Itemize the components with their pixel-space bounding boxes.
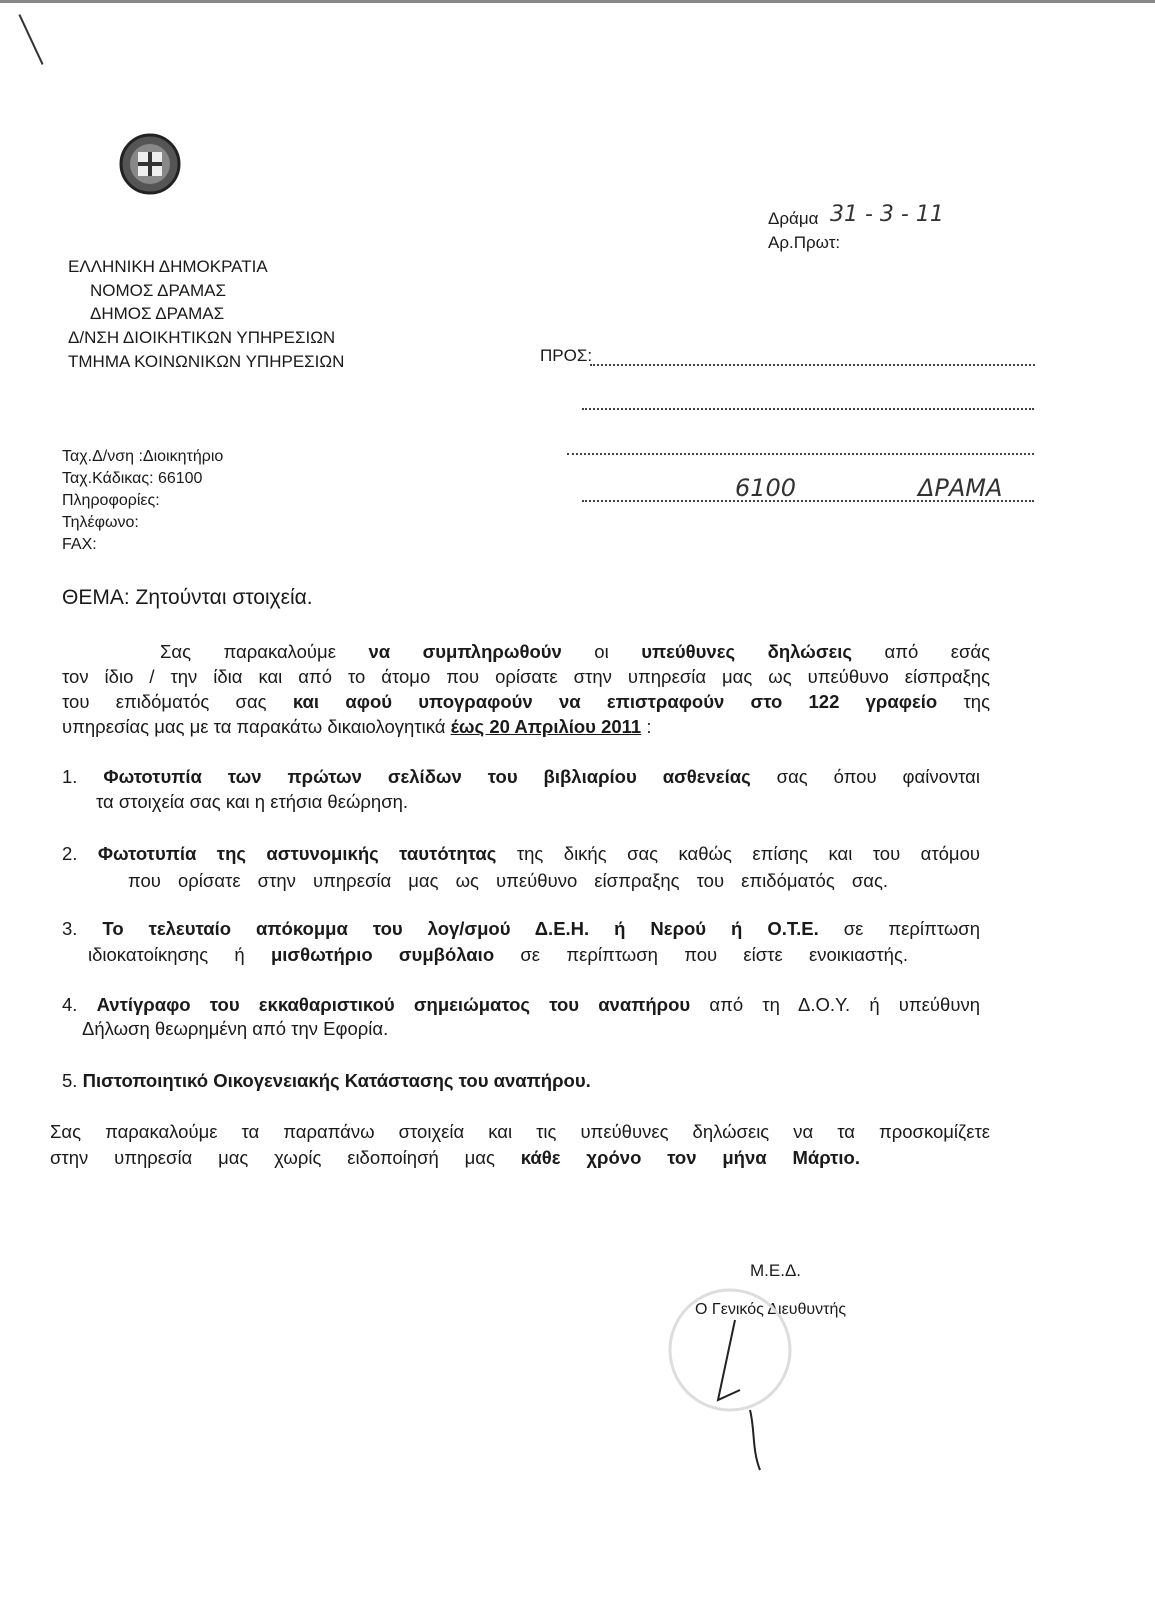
text: της — [937, 691, 990, 712]
recipient-line — [582, 408, 1034, 410]
bold-text: κάθε χρόνο τον μήνα Μάρτιο. — [520, 1147, 860, 1168]
signature-title: Ο Γενικός Διευθυντής — [695, 1301, 847, 1318]
list-item-line — [128, 870, 888, 892]
date-label: Δράμα — [768, 209, 819, 228]
recipient-line — [567, 453, 1034, 455]
list-item-line — [82, 1018, 582, 1040]
contact-postcode: Ταχ.Κάδικας: 66100 — [62, 470, 203, 487]
list-item-line — [62, 1070, 762, 1092]
header-line: ΕΛΛΗΝΙΚΗ ΔΗΜΟΚΡΑΤΙΑ — [68, 257, 268, 276]
bold-text: Το τελευταίο απόκομμα του λογ/σμού Δ.Ε.Η. ή Νερού ή Ο.Τ.Ε. — [102, 918, 819, 939]
closing-line — [50, 1147, 860, 1169]
header-line: ΝΟΜΟΣ ΔΡΑΜΑΣ — [90, 281, 226, 300]
bold-text: να συμπληρωθούν — [368, 641, 562, 662]
contact-info: Πληροφορίες: — [62, 492, 160, 509]
recipient-label: ΠΡΟΣ: — [540, 346, 593, 365]
header-line: ΔΗΜΟΣ ΔΡΑΜΑΣ — [90, 304, 225, 323]
text: 5. — [62, 1070, 83, 1091]
bold-text: υπεύθυνες δηλώσεις — [641, 641, 853, 662]
list-item-line — [88, 944, 908, 966]
header-line: ΤΜΗΜΑ ΚΟΙΝΩΝΙΚΩΝ ΥΠΗΡΕΣΙΩΝ — [68, 352, 345, 371]
text: τα στοιχεία σας και η ετήσια θεώρηση. — [96, 791, 409, 812]
text: που ορίσατε στην υπηρεσία μας ως υπεύθυνο είσπραξης του επιδόματός σας. — [128, 870, 888, 891]
bold-text: μισθωτήριο συμβόλαιο — [270, 944, 495, 965]
bold-text: Φωτοτυπία των πρώτων σελίδων του βιβλιαρίου ασθενείας — [103, 766, 751, 787]
text: 4. — [62, 994, 97, 1015]
text: του επιδόματός σας — [62, 691, 293, 712]
list-item-line — [96, 791, 596, 813]
list-item-line — [62, 843, 980, 865]
text: από τη Δ.Ο.Υ. ή υπεύθυνη — [690, 994, 980, 1015]
recipient-city-handwritten: ΔΡΑΜΑ — [918, 474, 1003, 502]
bold-text: και αφού υπογραφούν να επιστραφούν στο 122 γραφείο — [292, 691, 938, 712]
signature-abbr: Μ.Ε.Δ. — [750, 1261, 802, 1280]
paragraph-line — [62, 716, 990, 738]
paragraph-line — [160, 641, 990, 663]
text: υπηρεσίας μας με τα παρακάτω δικαιολογητικά — [62, 716, 451, 737]
text: Σας παρακαλούμε τα παραπάνω στοιχεία και τις υπεύθυνες δηλώσεις να τα προσκομίζετε — [50, 1121, 990, 1142]
scan-edge — [0, 0, 1155, 3]
date-handwritten: 31 - 3 - 11 — [830, 202, 944, 227]
bold-text: έως 20 Απριλίου 2011 — [450, 716, 642, 737]
paragraph-line — [62, 666, 990, 688]
text: από εσάς — [852, 641, 990, 662]
text: 1. — [62, 766, 104, 787]
recipient-line — [590, 364, 1035, 366]
paragraph-line — [62, 691, 990, 713]
text: οι — [561, 641, 642, 662]
text: σε περίπτωση — [818, 918, 980, 939]
text: ιδιοκατοίκησης ή — [88, 944, 271, 965]
text: 2. — [62, 843, 98, 864]
list-item-line — [62, 766, 980, 788]
text: της δικής σας καθώς επίσης και του ατόμου — [496, 843, 980, 864]
bold-text: Φωτοτυπία της αστυνομικής ταυτότητας — [97, 843, 497, 864]
header-line: Δ/ΝΣΗ ΔΙΟΙΚΗΤΙΚΩΝ ΥΠΗΡΕΣΙΩΝ — [68, 328, 336, 347]
text: σε περίπτωση που είστε ενοικιαστής. — [494, 944, 909, 965]
closing-line — [50, 1121, 990, 1143]
text: τον ίδιο / την ίδια και από το άτομο που ορίσατε στην υπηρεσία μας ως υπεύθυνο είσπραξης — [62, 666, 990, 687]
list-item-line — [62, 918, 980, 940]
contact-fax: FAX: — [62, 536, 97, 553]
protocol-label: Αρ.Πρωτ: — [768, 233, 841, 252]
text: στην υπηρεσία μας χωρίς ειδοποίησή μας — [50, 1147, 521, 1168]
text: : — [641, 716, 652, 737]
bold-text: Πιστοποιητικό Οικογενειακής Κατάστασης του αναπήρου. — [82, 1070, 591, 1091]
bold-text: Αντίγραφο του εκκαθαριστικού σημειώματος του αναπήρου — [96, 994, 691, 1015]
greek-emblem-logo — [118, 132, 182, 196]
signature-stamp — [660, 1280, 820, 1485]
subject: ΘΕΜΑ: Ζητούνται στοιχεία. — [62, 586, 313, 609]
text: σας όπου φαίνονται — [750, 766, 980, 787]
scan-mark — [18, 14, 43, 65]
text: 3. — [62, 918, 103, 939]
contact-address: Ταχ.Δ/νση :Διοικητήριο — [62, 448, 224, 465]
list-item-line — [62, 994, 980, 1016]
text: Δήλωση θεωρημένη από την Εφορία. — [82, 1018, 389, 1039]
recipient-postcode-handwritten: 6100 — [735, 474, 797, 502]
contact-phone: Τηλέφωνο: — [62, 514, 139, 531]
text: Σας παρακαλούμε — [160, 641, 369, 662]
